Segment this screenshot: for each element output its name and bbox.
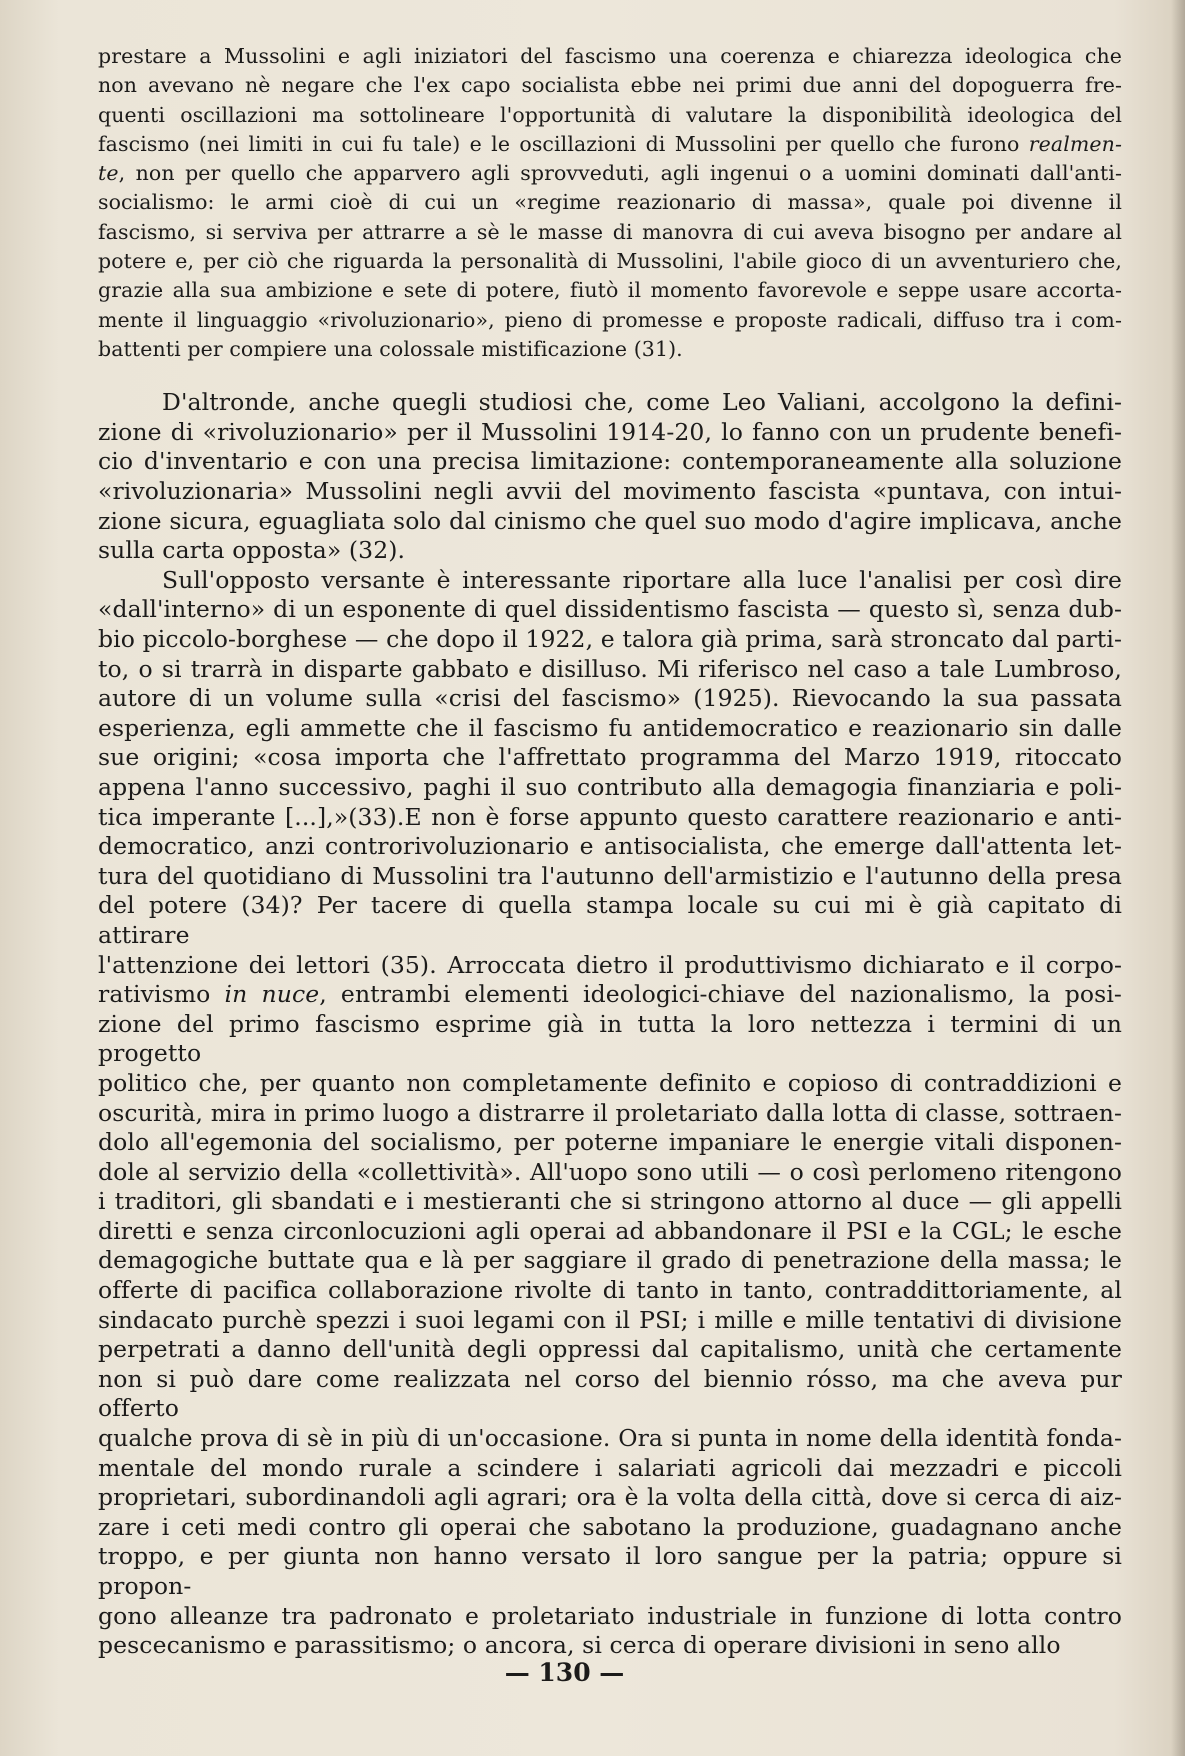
text-line: fascismo (nei limiti in cui fu tale) e le oscillazioni di Mussolini per quello che furono realmen- — [98, 131, 1122, 156]
text-line: non si può dare come realizzata nel corso del biennio rósso, ma che aveva pur offerto — [98, 1364, 1122, 1423]
text-line: mentale del mondo rurale a scindere i salariati agricoli dai mezzadri e piccoli — [98, 1453, 1122, 1482]
text-line: sulla carta opposta» (32). — [98, 536, 406, 565]
text-line: Sull'opposto versante è interessante riportare alla luce l'analisi per così dire — [162, 565, 1122, 594]
text-line: battenti per compiere una colossale mistificazione (31). — [98, 336, 683, 361]
text-line: esperienza, egli ammette che il fascismo fu antidemocratico e reazionario sin dalle — [98, 713, 1122, 742]
text-line: te, non per quello che apparvero agli sprovveduti, agli ingenui o a uomini dominati dall'anti- — [98, 161, 1122, 186]
text-line: autore di un volume sulla «crisi del fascismo» (1925). Rievocando la sua passata — [98, 684, 1122, 713]
paragraph-3 — [98, 566, 1122, 1661]
text-line: grazie alla sua ambizione e sete di potere, fiutò il momento favorevole e seppe usare accorta- — [98, 278, 1122, 303]
text-line: bio piccolo-borghese — che dopo il 1922, e talora già prima, sarà stroncato dal parti- — [98, 625, 1122, 654]
text-line: quenti oscillazioni ma sottolineare l'opportunità di valutare la disponibilità ideologica del — [98, 102, 1122, 127]
text-line: politico che, per quanto non completamente definito e copioso di contraddizioni e — [98, 1068, 1122, 1097]
text-line: fascismo, si serviva per attrarre a sè le masse di manovra di cui aveva bisogno per andare al — [98, 219, 1122, 244]
text-line: perpetrati a danno dell'unità degli oppressi dal capitalismo, unità che certamente — [98, 1335, 1122, 1364]
text-line: democratico, anzi controrivoluzionario e antisocialista, che emerge dall'attenta let- — [98, 832, 1122, 861]
body-text — [98, 42, 1122, 1661]
text-line: gono alleanze tra padronato e proletariato industriale in funzione di lotta contro — [98, 1601, 1122, 1630]
text-line: demagogiche buttate qua e là per saggiare il grado di penetrazione della massa; le — [98, 1246, 1122, 1275]
text-line: zione del primo fascismo esprime già in tutta la loro nettezza i termini di un progetto — [98, 1009, 1122, 1068]
text-line: dolo all'egemonia del socialismo, per poterne impaniare le energie vitali disponen- — [98, 1128, 1122, 1157]
text-line: prestare a Mussolini e agli iniziatori del fascismo una coerenza e chiarezza ideologica che — [98, 44, 1122, 68]
page-number: — 130 — — [504, 1658, 625, 1687]
text-line: sue origini; «cosa importa che l'affrettato programma del Marzo 1919, ritoccato — [98, 743, 1122, 772]
text-line: rativismo in nuce, entrambi elementi ideologici-chiave del nazionalismo, la posi- — [98, 980, 1122, 1009]
text-line: pescecanismo e parassitismo; o ancora, si cerca di operare divisioni in seno allo — [98, 1631, 1061, 1660]
paragraph-2 — [98, 388, 1122, 566]
paragraph-1 — [98, 42, 1122, 364]
text-line: tica imperante [...],»(33).E non è forse appunto questo carattere reazionario e anti- — [98, 802, 1122, 831]
text-line: «rivoluzionaria» Mussolini negli avvii del movimento fascista «puntava, con intui- — [98, 477, 1122, 506]
text-line: zare i ceti medi contro gli operai che sabotano la produzione, guadagnano anche — [98, 1512, 1122, 1541]
text-line: potere e, per ciò che riguarda la personalità di Mussolini, l'abile gioco di un avventuriero che, — [98, 249, 1122, 274]
text-line: to, o si trarrà in disparte gabbato e disilluso. Mi riferisco nel caso a tale Lumbroso, — [98, 654, 1122, 683]
text-line: diretti e senza circonlocuzioni agli operai ad abbandonare il PSI e la CGL; le esche — [98, 1216, 1122, 1245]
text-line: «dall'interno» di un esponente di quel dissidentismo fascista — questo sì, senza dub- — [98, 595, 1122, 624]
text-line: zione di «rivoluzionario» per il Mussolini 1914-20, lo fanno con un prudente benefi- — [98, 417, 1122, 446]
text-line: oscurità, mira in primo luogo a distrarre il proletariato dalla lotta di classe, sottraen- — [98, 1098, 1122, 1127]
text-line: troppo, e per giunta non hanno versato il loro sangue per la patria; oppure si propon- — [98, 1542, 1122, 1601]
text-line: del potere (34)? Per tacere di quella stampa locale su cui mi è già capitato di attirare — [98, 891, 1122, 949]
text-line: sindacato purchè spezzi i suoi legami con il PSI; i mille e mille tentativi di divisione — [98, 1305, 1122, 1334]
text-line: offerte di pacifica collaborazione rivolte di tanto in tanto, contraddittoriamente, al — [98, 1276, 1122, 1305]
page-edge-shadow — [1171, 0, 1185, 1756]
text-line: tura del quotidiano di Mussolini tra l'autunno dell'armistizio e l'autunno della presa — [98, 861, 1122, 890]
text-line: dole al servizio della «collettività». All'uopo sono utili — o così perlomeno ritengono — [98, 1157, 1122, 1186]
text-line: non avevano nè negare che l'ex capo socialista ebbe nei primi due anni del dopoguerra fre- — [98, 73, 1122, 98]
text-line: proprietari, subordinandoli agli agrari; ora è la volta della città, dove si cerca di aiz- — [98, 1483, 1122, 1512]
text-line: appena l'anno successivo, paghi il suo contributo alla demagogia finanziaria e poli- — [98, 772, 1122, 801]
text-line: socialismo: le armi cioè di cui un «regime reazionario di massa», quale poi divenne il — [98, 190, 1122, 215]
text-line: mente il linguaggio «rivoluzionario», pieno di promesse e proposte radicali, diffuso tra i com- — [98, 307, 1122, 332]
text-line: D'altronde, anche quegli studiosi che, come Leo Valiani, accolgono la defini- — [162, 388, 1122, 417]
text-line: i traditori, gli sbandati e i mestieranti che si stringono attorno al duce — gli appelli — [98, 1187, 1122, 1216]
text-line: cio d'inventario e con una precisa limitazione: contemporaneamente alla soluzione — [98, 447, 1122, 476]
text-line: qualche prova di sè in più di un'occasione. Ora si punta in nome della identità fonda- — [98, 1424, 1122, 1453]
text-line: zione sicura, eguagliata solo dal cinismo che quel suo modo d'agire implicava, anche — [98, 506, 1122, 535]
text-line: l'attenzione dei lettori (35). Arroccata dietro il produttivismo dichiarato e il corpo- — [98, 950, 1122, 979]
